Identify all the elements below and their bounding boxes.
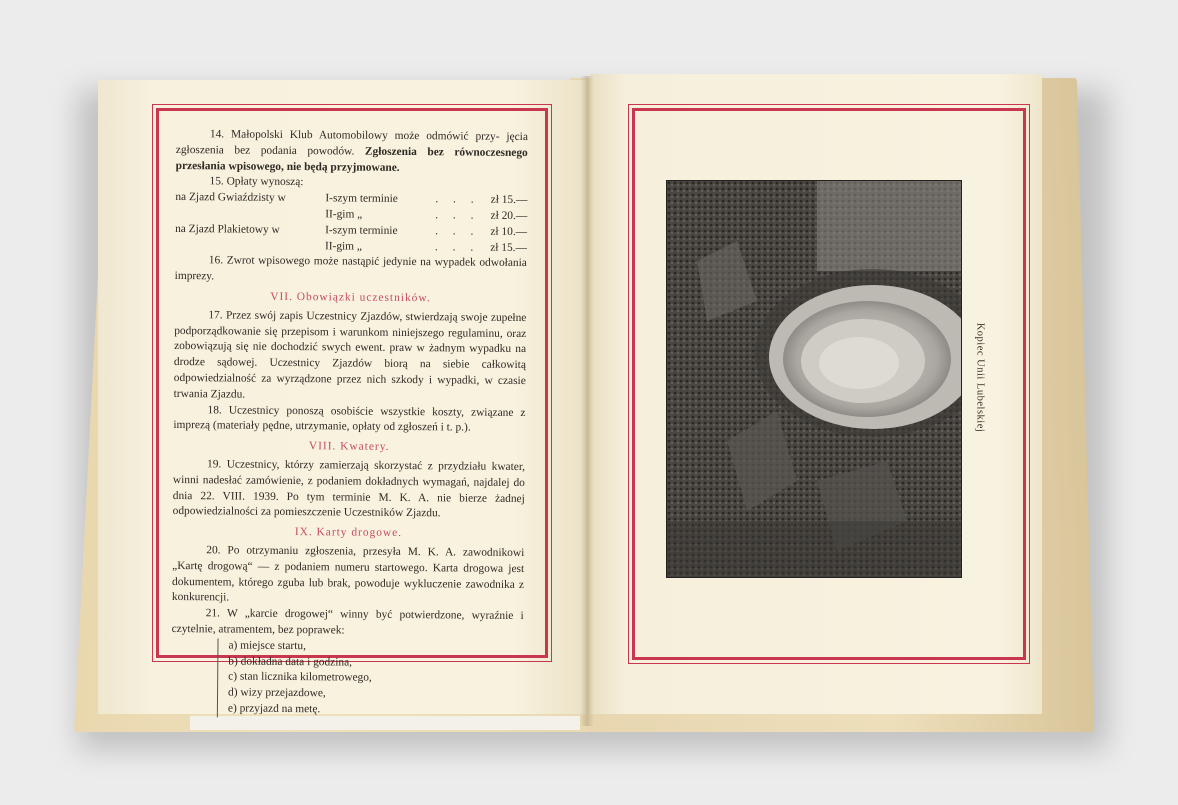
fee-amount: zł 20.— — [490, 209, 528, 223]
fee-dots: . . . — [434, 240, 480, 254]
item-14-line-1: 14. Małopolski Klub Automobilowy może odmówić przy- — [209, 128, 500, 143]
item-20: 20. Po otrzymaniu zgłoszenia, przesyła M. K. A. zawodnikowi „Kartę drogową“ — z podaniem numeru startowego. Karta drogowa jest dokumentem, którego zguba lub brak, powoduje wykluczenie zawodnika z konkurencji. — [171, 544, 525, 604]
fee-term: I-szym terminie — [325, 192, 398, 206]
item-15: 15. Opłaty wynoszą: — [209, 175, 304, 189]
fee-amount: zł 15.— — [490, 193, 528, 207]
checklist-item: e) przyjazd na metę. — [227, 702, 321, 716]
spine — [580, 76, 594, 726]
checklist-item: a) miejsce startu, — [228, 639, 307, 652]
item-14-bold: Zgłoszenia bez równoczesnego przesłania wpisowego, nie będą przyjmowane. — [175, 145, 528, 174]
item-16: 16. Zwrot wpisowego może nastąpić jedynie na wypadek odwołania imprezy. — [174, 254, 527, 283]
checklist-item: b) dokładna data i godzina, — [228, 654, 353, 669]
item-19: 19. Uczestnicy, którzy zamierzają skorzystać z przydziału kwater, winni nadesłać zamówienie, z podaniem dokładnych wymagań, najdalej do dnia 22. VIII. 1939. Po tym terminie M. K. A. nie bierze żadnej odpowiedzialności za pomieszczenie Uczestników Zjazdu. — [172, 458, 526, 520]
fee-prefix: na Zjazd Plakietowy w — [175, 222, 280, 236]
fee-prefix: na Zjazd Gwiaździsty w — [175, 191, 286, 205]
photo-caption: Kopiec Unii Lubelskiej — [974, 322, 986, 433]
road-card-checklist — [217, 638, 524, 720]
fee-prefix — [175, 206, 325, 223]
fee-amount: zł 10.— — [490, 225, 528, 238]
fee-dots: . . . — [435, 209, 480, 222]
item-18: 18. Uczestnicy ponoszą osobiście wszystkie koszty, związane z imprezą (materiały pędne, utrzymanie, opłaty od zgłoszeń i t. p.). — [173, 403, 526, 434]
item-14-line-2: jęcia zgłoszenia bez podania powodów. — [175, 130, 528, 158]
item-14 — [176, 127, 528, 177]
fee-prefix — [175, 238, 325, 255]
photo-illustration — [667, 181, 961, 577]
section-heading-7: VII. Obowiązki uczestników. — [270, 290, 431, 305]
fee-term: I-szym terminie — [325, 224, 398, 237]
fee-dots: . . . — [435, 225, 480, 238]
mound-photograph — [666, 180, 962, 578]
checklist-item: c) stan licznika kilometrowego, — [228, 670, 372, 685]
fee-term: II-gim „ — [325, 208, 363, 221]
checklist-item: d) wizy przejazdowe, — [228, 686, 326, 700]
section-heading-8: VIII. Kwatery. — [308, 440, 390, 454]
fee-dots: . . . — [435, 193, 480, 206]
item-17: 17. Przez swój zapis Uczestnicy Zjazdów, stwierdzają swoje zupełne podporządkowanie się przepisom i warunkom niniejszego regulaminu, oraz zobowiązują się nie dochodzić swych ewent. praw w żadnym wypadku na drodze sądowej. Uczestnicy Zjazdów biorą na siebie całkowitą odpowiedzialność za wyrządzone przez nich szkody i wypadki, w czasie trwania Zjazdu. — [173, 309, 527, 401]
item-21: 21. W „karcie drogowej“ winny być potwierdzone, wyraźnie i czytelnie, atramentem, bez poprawek: — [171, 607, 524, 637]
section-heading-9: IX. Karty drogowe. — [294, 526, 403, 540]
fee-term: II-gim „ — [324, 239, 363, 253]
regulation-text — [171, 127, 528, 720]
fee-amount: zł 15.— — [490, 241, 528, 254]
